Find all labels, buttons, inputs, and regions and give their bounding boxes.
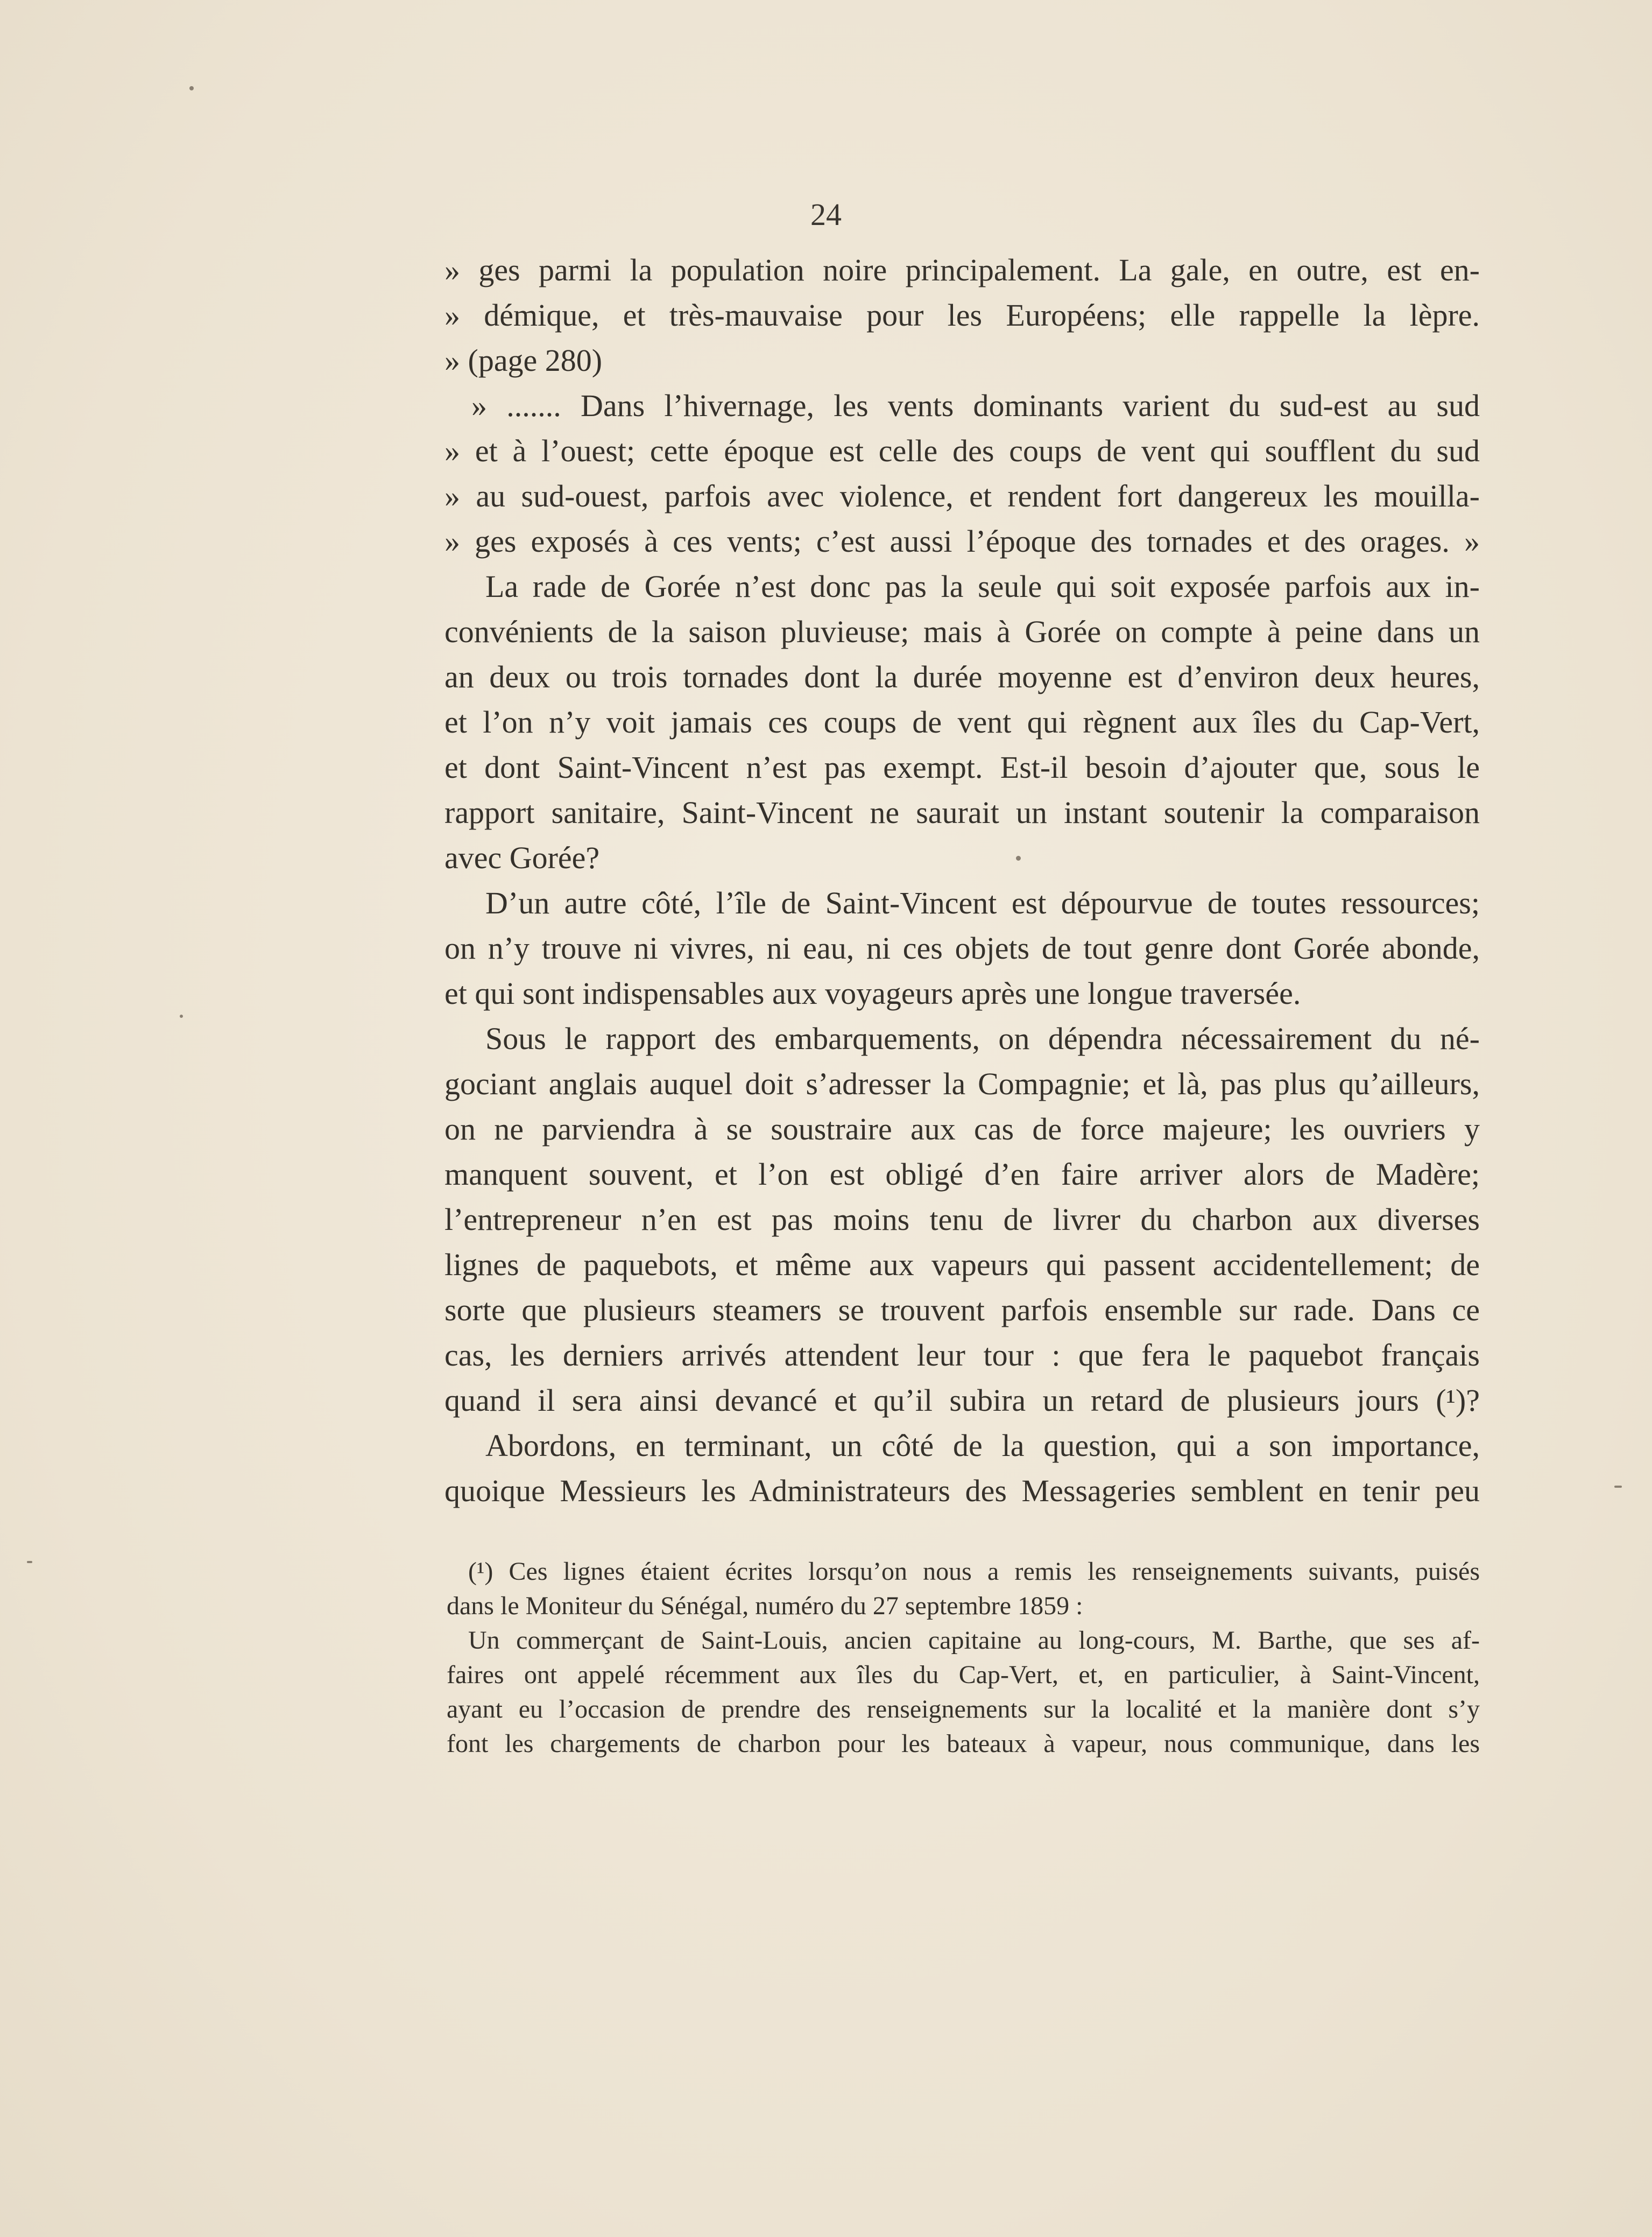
body-line: » ges exposés à ces vents; c’est aussi l’époque des tornades et des orages. »: [444, 524, 1480, 559]
body-line: » et à l’ouest; cette époque est celle des coups de vent qui soufflent du sud: [444, 433, 1480, 468]
footnote-line: font les chargements de charbon pour les bateaux à vapeur, nous communique, dans les: [447, 1729, 1480, 1758]
body-line: avec Gorée?: [444, 840, 600, 875]
body-line: rapport sanitaire, Saint-Vincent ne saurait un instant soutenir la comparaison: [444, 795, 1480, 830]
body-text: [444, 248, 1480, 1514]
footnote-block: [447, 1554, 1480, 1761]
paper-speck: [1016, 856, 1021, 861]
body-line: et l’on n’y voit jamais ces coups de vent qui règnent aux îles du Cap-Vert,: [444, 705, 1480, 740]
body-line: on ne parviendra à se soustraire aux cas de force majeure; les ouvriers y: [444, 1112, 1480, 1146]
page-number: 24: [810, 197, 842, 232]
paper-speck: [189, 86, 194, 90]
footnote-line: dans le Moniteur du Sénégal, numéro du 27 septembre 1859 :: [447, 1592, 1083, 1620]
body-line: l’entrepreneur n’en est pas moins tenu de livrer du charbon aux diverses: [444, 1202, 1480, 1237]
body-line: et dont Saint-Vincent n’est pas exempt. Est-il besoin d’ajouter que, sous le: [444, 750, 1480, 785]
body-line: » ....... Dans l’hivernage, les vents dominants varient du sud-est au sud: [471, 388, 1480, 423]
body-line: Abordons, en terminant, un côté de la question, qui a son importance,: [485, 1428, 1480, 1463]
body-line: La rade de Gorée n’est donc pas la seule qui soit exposée parfois aux in-: [485, 569, 1480, 604]
body-line: on n’y trouve ni vivres, ni eau, ni ces objets de tout genre dont Gorée abonde,: [444, 931, 1480, 966]
body-line: convénients de la saison pluvieuse; mais à Gorée on compte à peine dans un: [444, 614, 1480, 649]
footnote-line: Un commerçant de Saint-Louis, ancien capitaine au long-cours, M. Barthe, que ses af-: [468, 1626, 1480, 1655]
body-line: Sous le rapport des embarquements, on dépendra nécessairement du né-: [485, 1021, 1480, 1056]
body-line: sorte que plusieurs steamers se trouvent parfois ensemble sur rade. Dans ce: [444, 1292, 1480, 1327]
body-line: lignes de paquebots, et même aux vapeurs qui passent accidentellement; de: [444, 1247, 1480, 1282]
body-line: » (page 280): [444, 343, 603, 378]
body-line: D’un autre côté, l’île de Saint-Vincent est dépourvue de toutes ressources;: [485, 885, 1480, 920]
footnote-line: ayant eu l’occasion de prendre des renseignements sur la localité et la manière dont s’y: [447, 1695, 1480, 1724]
body-line: gociant anglais auquel doit s’adresser la Compagnie; et là, pas plus qu’ailleurs,: [444, 1066, 1480, 1101]
footnote-line: faires ont appelé récemment aux îles du Cap-Vert, et, en particulier, à Saint-Vincent,: [447, 1661, 1480, 1689]
body-line: et qui sont indispensables aux voyageurs après une longue traversée.: [444, 976, 1301, 1011]
body-line: » démique, et très-mauvaise pour les Européens; elle rappelle la lèpre.: [444, 298, 1480, 333]
paper-speck: [180, 1015, 183, 1018]
footnote-line: (¹) Ces lignes étaient écrites lorsqu’on nous a remis les renseignements suivants, puisés: [468, 1557, 1480, 1586]
paper-speck: [1614, 1486, 1622, 1488]
body-line: cas, les derniers arrivés attendent leur tour : que fera le paquebot français: [444, 1338, 1480, 1373]
body-line: » ges parmi la population noire principalement. La gale, en outre, est en-: [444, 252, 1480, 287]
body-line: manquent souvent, et l’on est obligé d’en faire arriver alors de Madère;: [444, 1157, 1480, 1192]
body-line: quoique Messieurs les Administrateurs des Messageries semblent en tenir peu: [444, 1473, 1480, 1508]
body-line: quand il sera ainsi devancé et qu’il subira un retard de plusieurs jours (¹)?: [444, 1383, 1480, 1418]
paper-speck: [27, 1561, 32, 1563]
body-line: » au sud-ouest, parfois avec violence, et rendent fort dangereux les mouilla-: [444, 479, 1480, 513]
body-line: an deux ou trois tornades dont la durée moyenne est d’environ deux heures,: [444, 659, 1480, 694]
